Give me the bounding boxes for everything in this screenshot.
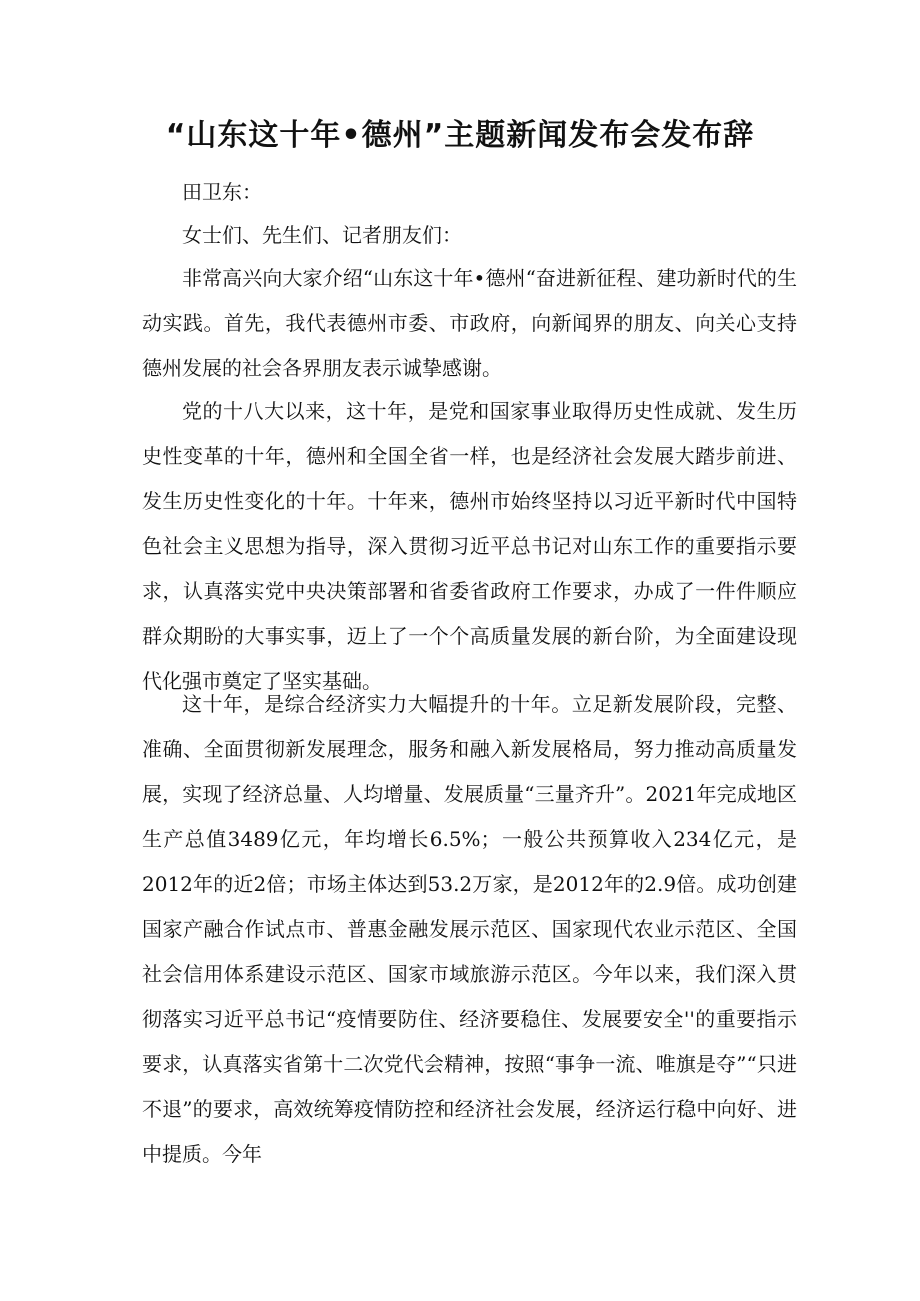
greeting-line: 女士们、先生们、记者朋友们：	[182, 223, 462, 247]
paragraph-introduction: 非常高兴向大家介绍“山东这十年•德州“奋进新征程、建功新时代的生动实践。首先，我代表德州市委、市政府，向新闻界的朋友、向关心支持德州发展的社会各界朋友表示诚挚感谢。	[142, 266, 797, 380]
speaker-name: 田卫东：	[182, 180, 262, 204]
document-title: “山东这十年•德州”主题新闻发布会发布辞	[165, 118, 755, 153]
paragraph-decade-overview: 党的十八大以来，这十年，是党和国家事业取得历史性成就、发生历史性变革的十年，德州和全国全省一样，也是经济社会发展大踏步前进、发生历史性变化的十年。十年来，德州市始终坚持以习近平新时代中国特色社会主义思想为指导，深入贯彻习近平总书记对山东工作的重要指示要求，认真落实党中央决策部署和省委省政府工作要求，办成了一件件顺应群众期盼的大事实事，迈上了一个个高质量发展的新台阶，为全面建设现代化强市奠定了坚实基础。	[142, 399, 797, 693]
paragraph-economic-strength: 这十年，是综合经济实力大幅提升的十年。立足新发展阶段，完整、准确、全面贯彻新发展理念，服务和融入新发展格局，努力推动高质量发展，实现了经济总量、人均增量、发展质量“三量齐升”。2021年完成地区生产总值3489亿元，年均增长6.5%；一般公共预算收入234亿元，是2012年的近2倍；市场主体达到53.2万家，是2012年的2.9倍。成功创建国家产融合作试点市、普惠金融发展示范区、国家现代农业示范区、全国社会信用体系建设示范区、国家市域旅游示范区。今年以来，我们深入贯彻落实习近平总书记“疫情要防住、经济要稳住、发展要安全''的重要指示要求，认真落实省第十二次党代会精神，按照“事争一流、唯旗是夺”“只进不退”的要求，高效统筹疫情防控和经济社会发展，经济运行稳中向好、进中提质。今年	[142, 692, 797, 1166]
